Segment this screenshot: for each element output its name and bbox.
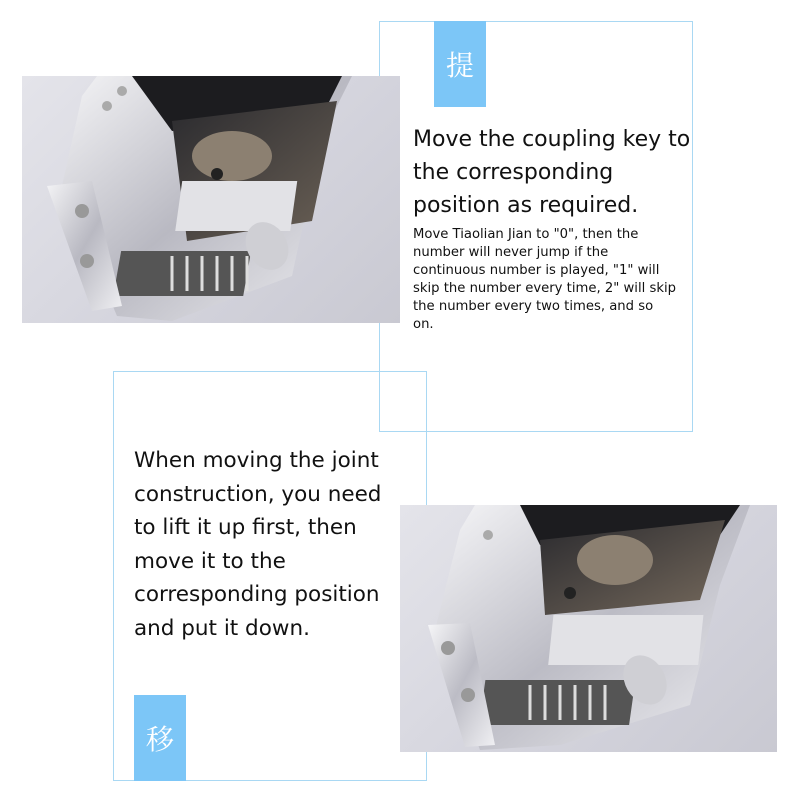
- text-line: corresponding position: [134, 582, 380, 607]
- stamp-illustration-icon: [400, 505, 777, 752]
- text-line: construction, you need: [134, 481, 382, 507]
- body-line: continuous number is played, "1" will: [413, 263, 660, 278]
- text-line: to lift it up first, then: [134, 515, 357, 540]
- text-line: and put it down.: [134, 615, 310, 641]
- heading-line: position as required.: [413, 193, 639, 218]
- heading-line: Move the coupling key to: [413, 127, 691, 152]
- bottom-description: [134, 444, 394, 645]
- body-line: skip the number every time, 2" will skip: [413, 281, 677, 296]
- tab-badge-move: [134, 695, 186, 781]
- tab-char: 移: [145, 723, 174, 756]
- body-line: the number every two times, and so: [413, 299, 654, 314]
- body-line: number will never jump if the: [413, 245, 609, 260]
- top-heading: [413, 123, 698, 222]
- top-product-photo: [22, 76, 400, 323]
- tab-badge-lift: [434, 21, 486, 107]
- tab-char: 提: [445, 49, 474, 82]
- body-line: on.: [413, 317, 434, 332]
- heading-line: the corresponding: [413, 160, 614, 185]
- body-line: Move Tiaolian Jian to "0", then the: [413, 227, 639, 242]
- top-description: [413, 226, 698, 334]
- stamp-illustration-icon: [22, 76, 400, 323]
- text-line: When moving the joint: [134, 448, 379, 473]
- bottom-product-photo: [400, 505, 777, 752]
- text-line: move it to the: [134, 548, 286, 574]
